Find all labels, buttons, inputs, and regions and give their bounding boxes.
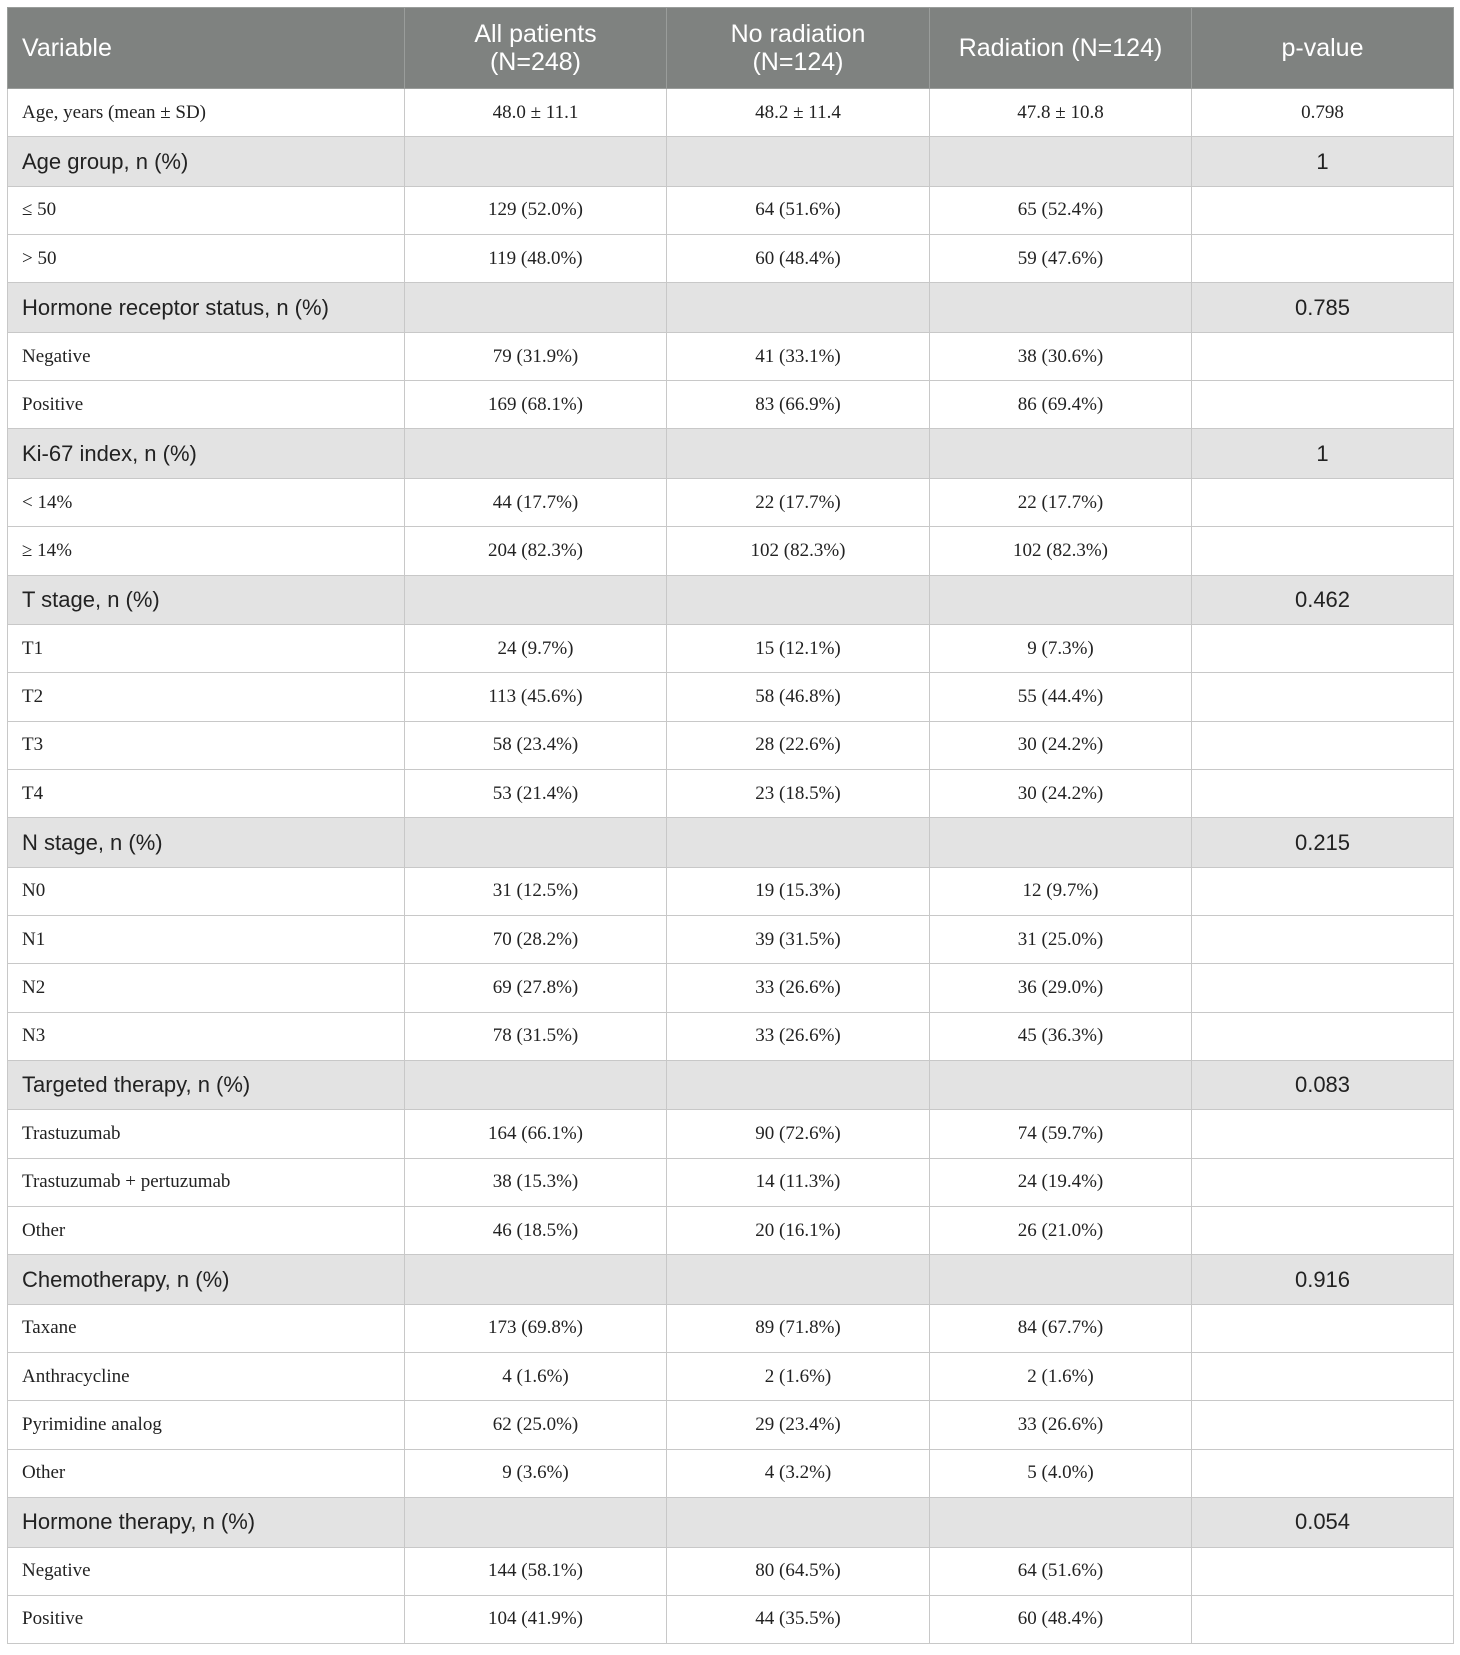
no-radiation-cell: 28 (22.6%) — [667, 721, 930, 769]
table-row — [8, 527, 1454, 575]
all-patients-cell: 78 (31.5%) — [405, 1012, 667, 1060]
variable-cell: T4 — [8, 769, 405, 817]
radiation-cell — [930, 1255, 1192, 1305]
variable-cell: Trastuzumab — [8, 1110, 405, 1158]
p-value-cell: 1 — [1192, 137, 1454, 187]
table-header — [8, 8, 1454, 89]
p-value-cell: 0.785 — [1192, 283, 1454, 333]
p-value-cell — [1192, 186, 1454, 234]
table-row — [8, 916, 1454, 964]
radiation-cell: 84 (67.7%) — [930, 1304, 1192, 1352]
p-value-cell — [1192, 867, 1454, 915]
radiation-cell — [930, 429, 1192, 479]
table-row — [8, 769, 1454, 817]
all-patients-cell — [405, 429, 667, 479]
variable-cell: Taxane — [8, 1304, 405, 1352]
all-patients-cell: 204 (82.3%) — [405, 527, 667, 575]
p-value-cell — [1192, 1207, 1454, 1255]
table-row — [8, 1158, 1454, 1206]
all-patients-cell: 24 (9.7%) — [405, 625, 667, 673]
table-row — [8, 1207, 1454, 1255]
table-row — [8, 478, 1454, 526]
table-body — [8, 89, 1454, 1644]
variable-cell: T1 — [8, 625, 405, 673]
radiation-cell: 31 (25.0%) — [930, 916, 1192, 964]
radiation-cell: 65 (52.4%) — [930, 186, 1192, 234]
radiation-cell: 22 (17.7%) — [930, 478, 1192, 526]
all-patients-cell: 104 (41.9%) — [405, 1595, 667, 1643]
group-header-row — [8, 575, 1454, 625]
no-radiation-cell — [667, 1498, 930, 1548]
variable-cell: T stage, n (%) — [8, 575, 405, 625]
all-patients-cell: 48.0 ± 11.1 — [405, 89, 667, 137]
p-value-cell: 0.462 — [1192, 575, 1454, 625]
variable-cell: Trastuzumab + pertuzumab — [8, 1158, 405, 1206]
all-patients-cell: 79 (31.9%) — [405, 332, 667, 380]
no-radiation-cell: 14 (11.3%) — [667, 1158, 930, 1206]
radiation-cell — [930, 1498, 1192, 1548]
table-row — [8, 186, 1454, 234]
radiation-cell — [930, 283, 1192, 333]
all-patients-cell: 53 (21.4%) — [405, 769, 667, 817]
variable-cell: ≥ 14% — [8, 527, 405, 575]
radiation-cell: 5 (4.0%) — [930, 1449, 1192, 1497]
group-header-row — [8, 283, 1454, 333]
no-radiation-cell — [667, 429, 930, 479]
header-no-radiation — [667, 8, 930, 89]
no-radiation-cell — [667, 818, 930, 868]
no-radiation-cell: 90 (72.6%) — [667, 1110, 930, 1158]
no-radiation-cell: 20 (16.1%) — [667, 1207, 930, 1255]
radiation-cell: 38 (30.6%) — [930, 332, 1192, 380]
table-row — [8, 625, 1454, 673]
p-value-cell — [1192, 235, 1454, 283]
all-patients-cell — [405, 137, 667, 187]
p-value-cell — [1192, 1012, 1454, 1060]
all-patients-cell: 173 (69.8%) — [405, 1304, 667, 1352]
no-radiation-cell — [667, 1255, 930, 1305]
p-value-cell: 0.083 — [1192, 1060, 1454, 1110]
no-radiation-cell: 48.2 ± 11.4 — [667, 89, 930, 137]
no-radiation-cell: 41 (33.1%) — [667, 332, 930, 380]
table-row — [8, 1547, 1454, 1595]
variable-cell: Ki-67 index, n (%) — [8, 429, 405, 479]
no-radiation-cell: 39 (31.5%) — [667, 916, 930, 964]
all-patients-cell: 46 (18.5%) — [405, 1207, 667, 1255]
table-row — [8, 673, 1454, 721]
p-value-cell — [1192, 673, 1454, 721]
no-radiation-cell: 102 (82.3%) — [667, 527, 930, 575]
radiation-cell: 12 (9.7%) — [930, 867, 1192, 915]
table-row — [8, 1304, 1454, 1352]
p-value-cell: 0.215 — [1192, 818, 1454, 868]
radiation-cell: 102 (82.3%) — [930, 527, 1192, 575]
all-patients-cell: 119 (48.0%) — [405, 235, 667, 283]
p-value-cell — [1192, 381, 1454, 429]
variable-cell: N1 — [8, 916, 405, 964]
table-row — [8, 89, 1454, 137]
p-value-cell: 0.054 — [1192, 1498, 1454, 1548]
p-value-cell — [1192, 625, 1454, 673]
no-radiation-cell: 15 (12.1%) — [667, 625, 930, 673]
header-radiation-line: Radiation (N=124) — [958, 34, 1163, 62]
all-patients-cell: 38 (15.3%) — [405, 1158, 667, 1206]
table-row — [8, 1401, 1454, 1449]
table-row — [8, 332, 1454, 380]
all-patients-cell: 62 (25.0%) — [405, 1401, 667, 1449]
header-no-radiation-line: (N=124) — [752, 48, 844, 76]
table-row — [8, 1595, 1454, 1643]
variable-cell: Targeted therapy, n (%) — [8, 1060, 405, 1110]
no-radiation-cell: 80 (64.5%) — [667, 1547, 930, 1595]
table-row — [8, 1110, 1454, 1158]
no-radiation-cell — [667, 1060, 930, 1110]
no-radiation-cell: 89 (71.8%) — [667, 1304, 930, 1352]
variable-cell: Other — [8, 1207, 405, 1255]
radiation-cell: 64 (51.6%) — [930, 1547, 1192, 1595]
variable-cell: T3 — [8, 721, 405, 769]
p-value-cell — [1192, 332, 1454, 380]
patient-characteristics-table — [7, 7, 1454, 1644]
header-all-patients-line: All patients — [474, 20, 597, 48]
p-value-cell — [1192, 527, 1454, 575]
p-value-cell — [1192, 1595, 1454, 1643]
group-header-row — [8, 818, 1454, 868]
radiation-cell: 33 (26.6%) — [930, 1401, 1192, 1449]
radiation-cell: 45 (36.3%) — [930, 1012, 1192, 1060]
all-patients-cell: 4 (1.6%) — [405, 1353, 667, 1401]
p-value-cell — [1192, 1353, 1454, 1401]
patient-characteristics-table-wrapper — [7, 7, 1453, 1644]
variable-cell: Hormone therapy, n (%) — [8, 1498, 405, 1548]
variable-cell: Anthracycline — [8, 1353, 405, 1401]
radiation-cell — [930, 818, 1192, 868]
p-value-cell — [1192, 721, 1454, 769]
radiation-cell: 30 (24.2%) — [930, 721, 1192, 769]
variable-cell: Positive — [8, 1595, 405, 1643]
group-header-row — [8, 137, 1454, 187]
table-row — [8, 964, 1454, 1012]
p-value-cell — [1192, 964, 1454, 1012]
group-header-row — [8, 429, 1454, 479]
no-radiation-cell: 23 (18.5%) — [667, 769, 930, 817]
variable-cell: T2 — [8, 673, 405, 721]
no-radiation-cell: 22 (17.7%) — [667, 478, 930, 526]
radiation-cell: 24 (19.4%) — [930, 1158, 1192, 1206]
p-value-cell: 1 — [1192, 429, 1454, 479]
group-header-row — [8, 1060, 1454, 1110]
p-value-cell — [1192, 1547, 1454, 1595]
header-no-radiation-line: No radiation — [730, 20, 866, 48]
table-row — [8, 381, 1454, 429]
variable-cell: Pyrimidine analog — [8, 1401, 405, 1449]
radiation-cell: 74 (59.7%) — [930, 1110, 1192, 1158]
header-row — [8, 8, 1454, 89]
table-row — [8, 1012, 1454, 1060]
no-radiation-cell: 4 (3.2%) — [667, 1449, 930, 1497]
all-patients-cell — [405, 283, 667, 333]
variable-cell: > 50 — [8, 235, 405, 283]
no-radiation-cell: 2 (1.6%) — [667, 1353, 930, 1401]
header-all-patients — [405, 8, 667, 89]
no-radiation-cell: 58 (46.8%) — [667, 673, 930, 721]
radiation-cell — [930, 137, 1192, 187]
no-radiation-cell: 33 (26.6%) — [667, 964, 930, 1012]
all-patients-cell — [405, 1498, 667, 1548]
variable-cell: Chemotherapy, n (%) — [8, 1255, 405, 1305]
radiation-cell: 86 (69.4%) — [930, 381, 1192, 429]
no-radiation-cell: 33 (26.6%) — [667, 1012, 930, 1060]
all-patients-cell: 31 (12.5%) — [405, 867, 667, 915]
all-patients-cell: 164 (66.1%) — [405, 1110, 667, 1158]
all-patients-cell: 44 (17.7%) — [405, 478, 667, 526]
group-header-row — [8, 1255, 1454, 1305]
no-radiation-cell: 19 (15.3%) — [667, 867, 930, 915]
p-value-cell — [1192, 769, 1454, 817]
all-patients-cell: 144 (58.1%) — [405, 1547, 667, 1595]
radiation-cell: 30 (24.2%) — [930, 769, 1192, 817]
variable-cell: Positive — [8, 381, 405, 429]
variable-cell: N2 — [8, 964, 405, 1012]
variable-cell: < 14% — [8, 478, 405, 526]
all-patients-cell: 69 (27.8%) — [405, 964, 667, 1012]
all-patients-cell: 70 (28.2%) — [405, 916, 667, 964]
radiation-cell: 60 (48.4%) — [930, 1595, 1192, 1643]
variable-cell: Other — [8, 1449, 405, 1497]
no-radiation-cell — [667, 575, 930, 625]
table-row — [8, 1449, 1454, 1497]
variable-cell: N stage, n (%) — [8, 818, 405, 868]
no-radiation-cell — [667, 283, 930, 333]
radiation-cell — [930, 575, 1192, 625]
p-value-cell: 0.916 — [1192, 1255, 1454, 1305]
all-patients-cell: 58 (23.4%) — [405, 721, 667, 769]
no-radiation-cell: 64 (51.6%) — [667, 186, 930, 234]
table-row — [8, 721, 1454, 769]
p-value-cell — [1192, 1304, 1454, 1352]
all-patients-cell — [405, 1060, 667, 1110]
variable-cell: Hormone receptor status, n (%) — [8, 283, 405, 333]
radiation-cell: 59 (47.6%) — [930, 235, 1192, 283]
no-radiation-cell: 29 (23.4%) — [667, 1401, 930, 1449]
p-value-cell — [1192, 1110, 1454, 1158]
all-patients-cell: 129 (52.0%) — [405, 186, 667, 234]
radiation-cell: 36 (29.0%) — [930, 964, 1192, 1012]
all-patients-cell — [405, 1255, 667, 1305]
table-row — [8, 867, 1454, 915]
table-row — [8, 235, 1454, 283]
p-value-cell: 0.798 — [1192, 89, 1454, 137]
variable-cell: ≤ 50 — [8, 186, 405, 234]
variable-cell: Negative — [8, 1547, 405, 1595]
radiation-cell: 47.8 ± 10.8 — [930, 89, 1192, 137]
all-patients-cell: 113 (45.6%) — [405, 673, 667, 721]
no-radiation-cell: 83 (66.9%) — [667, 381, 930, 429]
variable-cell: Negative — [8, 332, 405, 380]
p-value-cell — [1192, 1449, 1454, 1497]
p-value-cell — [1192, 1401, 1454, 1449]
header-all-patients-line: (N=248) — [489, 48, 581, 76]
header-p-value — [1192, 8, 1454, 89]
table-row — [8, 1353, 1454, 1401]
all-patients-cell — [405, 575, 667, 625]
variable-cell: N3 — [8, 1012, 405, 1060]
header-variable — [8, 8, 405, 89]
radiation-cell: 9 (7.3%) — [930, 625, 1192, 673]
variable-cell: Age, years (mean ± SD) — [8, 89, 405, 137]
variable-cell: Age group, n (%) — [8, 137, 405, 187]
header-radiation — [930, 8, 1192, 89]
header-p-value-line: p-value — [1281, 34, 1364, 62]
header-variable-line: Variable — [22, 34, 112, 62]
p-value-cell — [1192, 916, 1454, 964]
no-radiation-cell — [667, 137, 930, 187]
p-value-cell — [1192, 478, 1454, 526]
group-header-row — [8, 1498, 1454, 1548]
all-patients-cell: 9 (3.6%) — [405, 1449, 667, 1497]
p-value-cell — [1192, 1158, 1454, 1206]
radiation-cell: 26 (21.0%) — [930, 1207, 1192, 1255]
all-patients-cell: 169 (68.1%) — [405, 381, 667, 429]
radiation-cell: 55 (44.4%) — [930, 673, 1192, 721]
no-radiation-cell: 60 (48.4%) — [667, 235, 930, 283]
all-patients-cell — [405, 818, 667, 868]
no-radiation-cell: 44 (35.5%) — [667, 1595, 930, 1643]
variable-cell: N0 — [8, 867, 405, 915]
radiation-cell — [930, 1060, 1192, 1110]
radiation-cell: 2 (1.6%) — [930, 1353, 1192, 1401]
